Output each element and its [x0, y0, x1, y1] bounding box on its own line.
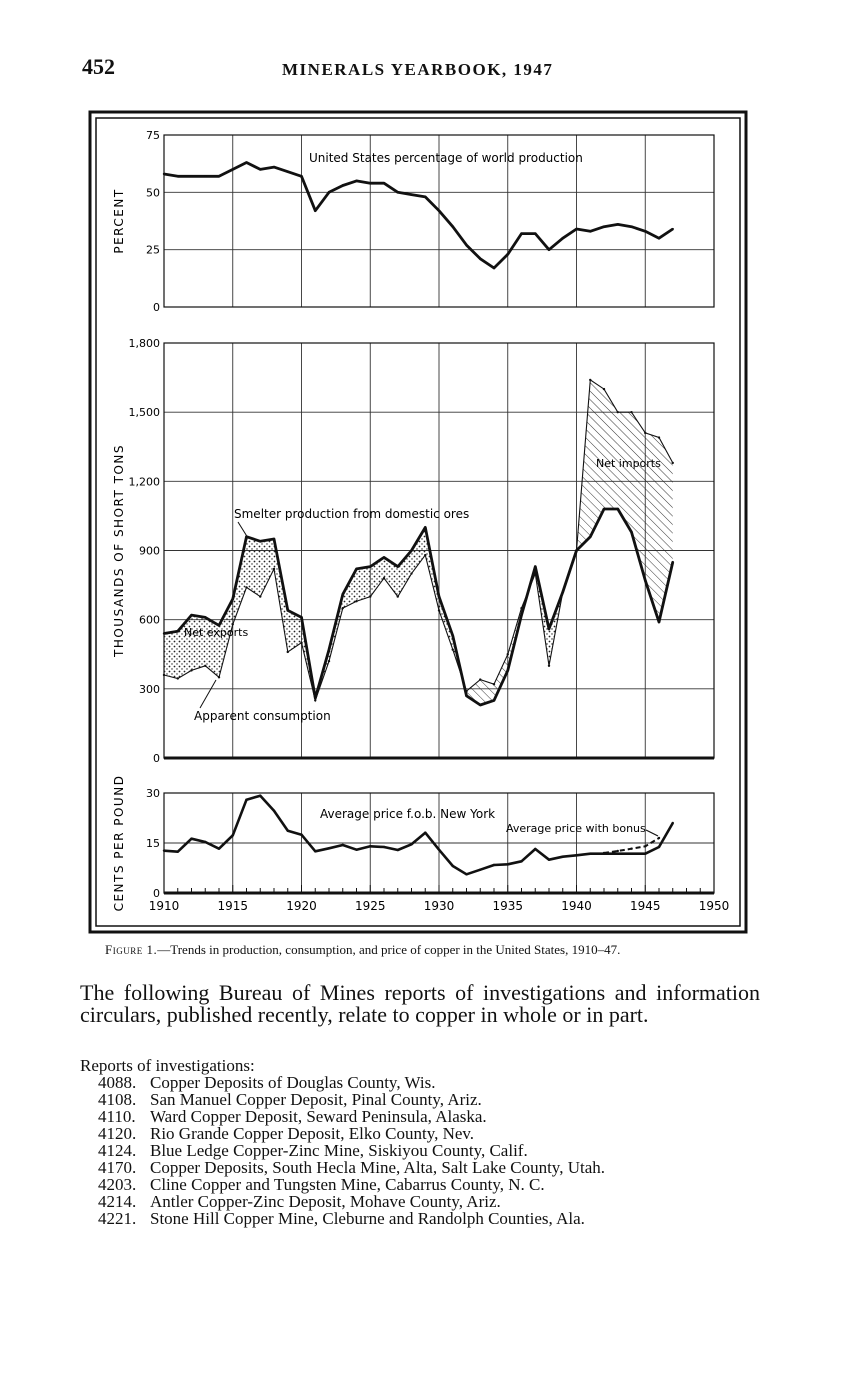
report-item — [98, 1159, 605, 1176]
data-point-apparent-consumption — [245, 586, 247, 588]
data-point-apparent-consumption — [438, 609, 440, 611]
data-point-smelter-production — [589, 535, 591, 537]
data-point-us-percentage — [617, 223, 619, 225]
tonnage-chart — [112, 337, 714, 765]
data-point-avg-price — [177, 850, 179, 852]
data-point-apparent-consumption — [355, 600, 357, 602]
data-point-avg-price — [630, 852, 632, 854]
data-point-smelter-production — [617, 508, 619, 510]
report-title: Copper Deposits, South Hecla Mine, Alta, Salt Lake County, Utah. — [150, 1158, 605, 1177]
annotation-net-imports: Net imports — [596, 457, 661, 470]
data-point-apparent-consumption — [575, 549, 577, 551]
y-tick-label: 15 — [146, 837, 160, 850]
data-point-us-percentage — [410, 193, 412, 195]
x-tick-label: 1910 — [148, 899, 180, 913]
report-item — [98, 1125, 605, 1142]
data-point-avg-price — [465, 873, 467, 875]
data-point-us-percentage — [534, 232, 536, 234]
report-title: Copper Deposits of Douglas County, Wis. — [150, 1073, 436, 1092]
y-tick-label: 30 — [146, 787, 160, 800]
data-point-apparent-consumption — [465, 690, 467, 692]
data-point-us-percentage — [218, 175, 220, 177]
data-point-apparent-consumption — [314, 699, 316, 701]
data-point-us-percentage — [438, 209, 440, 211]
data-point-smelter-production — [204, 616, 206, 618]
data-point-avg-price — [355, 848, 357, 850]
series-line-smelter-production — [164, 509, 673, 705]
data-point-smelter-production — [259, 540, 261, 542]
data-point-us-percentage — [328, 191, 330, 193]
data-point-avg-price — [562, 855, 564, 857]
data-point-avg-price — [520, 860, 522, 862]
data-point-us-percentage — [589, 230, 591, 232]
leader-arrow-production — [238, 522, 248, 538]
data-point-smelter-production — [287, 609, 289, 611]
price-chart — [112, 775, 729, 913]
data-point-smelter-production — [232, 598, 234, 600]
net-exports-area — [247, 537, 261, 597]
data-point-us-percentage — [603, 226, 605, 228]
data-point-smelter-production — [369, 565, 371, 567]
report-number: 4221. — [98, 1209, 137, 1228]
x-tick-label: 1945 — [629, 899, 661, 913]
data-point-smelter-production — [314, 697, 316, 699]
data-point-us-percentage — [383, 182, 385, 184]
data-point-avg-price — [534, 848, 536, 850]
y-tick-label: 0 — [153, 887, 160, 900]
data-point-avg-price — [314, 850, 316, 852]
report-item — [98, 1210, 605, 1227]
report-title: Rio Grande Copper Deposit, Elko County, Nev. — [150, 1124, 475, 1143]
data-point-us-percentage — [493, 267, 495, 269]
data-point-us-percentage — [245, 161, 247, 163]
annotation-smelter-production: Smelter production from domestic ores — [234, 507, 470, 521]
y-tick-label: 75 — [146, 129, 160, 142]
data-point-price-with-bonus — [630, 847, 632, 849]
report-item — [98, 1176, 605, 1193]
data-point-smelter-production — [397, 565, 399, 567]
intro-paragraph: The following Bureau of Mines reports of investigations and information circulars, published recently, relate to copper in whole or in part. — [80, 980, 760, 1027]
data-point-apparent-consumption — [369, 595, 371, 597]
y-tick-label: 1,500 — [128, 406, 160, 420]
y-tick-label: 1,800 — [128, 337, 160, 350]
data-point-avg-price — [328, 847, 330, 849]
data-point-apparent-consumption — [410, 572, 412, 574]
report-number: 4214. — [98, 1192, 137, 1211]
data-point-avg-price — [438, 848, 440, 850]
data-point-avg-price — [397, 849, 399, 851]
data-point-us-percentage — [520, 232, 522, 234]
data-point-smelter-production — [548, 628, 550, 630]
report-title: Antler Copper-Zinc Deposit, Mohave County, Ariz. — [150, 1192, 501, 1211]
data-point-us-percentage — [190, 175, 192, 177]
net-imports-area — [604, 389, 618, 509]
report-number: 4110. — [98, 1107, 136, 1126]
data-point-avg-price — [342, 844, 344, 846]
figure-caption — [105, 942, 620, 958]
data-point-apparent-consumption — [300, 642, 302, 644]
data-point-us-percentage — [548, 248, 550, 250]
data-point-apparent-consumption — [424, 554, 426, 556]
data-point-apparent-consumption — [617, 411, 619, 413]
data-point-smelter-production — [520, 614, 522, 616]
data-point-smelter-production — [424, 526, 426, 528]
report-number: 4170. — [98, 1158, 137, 1177]
data-point-apparent-consumption — [383, 577, 385, 579]
report-item — [98, 1142, 605, 1159]
data-point-apparent-consumption — [328, 660, 330, 662]
data-point-us-percentage — [273, 166, 275, 168]
y-axis-label: THOUSANDS OF SHORT TONS — [112, 443, 126, 658]
data-point-smelter-production — [465, 695, 467, 697]
data-point-smelter-production — [479, 704, 481, 706]
y-axis-label: PERCENT — [112, 188, 126, 254]
data-point-us-percentage — [342, 184, 344, 186]
data-point-avg-price — [273, 809, 275, 811]
data-point-apparent-consumption — [287, 651, 289, 653]
data-point-smelter-production — [658, 621, 660, 623]
data-point-apparent-consumption — [520, 607, 522, 609]
data-point-apparent-consumption — [342, 607, 344, 609]
report-item — [98, 1091, 605, 1108]
data-point-price-with-bonus — [644, 845, 646, 847]
running-head: MINERALS YEARBOOK, 1947 — [282, 60, 554, 79]
data-point-apparent-consumption — [177, 677, 179, 679]
net-exports-area — [412, 527, 426, 573]
data-point-us-percentage — [300, 175, 302, 177]
data-point-avg-price — [287, 829, 289, 831]
data-point-us-percentage — [575, 228, 577, 230]
reports-list — [98, 1074, 605, 1227]
report-number: 4124. — [98, 1141, 137, 1160]
x-tick-label: 1925 — [354, 899, 386, 913]
report-number: 4203. — [98, 1175, 137, 1194]
data-point-avg-price — [204, 841, 206, 843]
y-tick-label: 25 — [146, 243, 160, 257]
data-point-smelter-production — [493, 699, 495, 701]
data-point-avg-price — [410, 843, 412, 845]
data-point-us-percentage — [644, 230, 646, 232]
data-point-us-percentage — [465, 244, 467, 246]
x-tick-label: 1920 — [286, 899, 317, 913]
report-title: Cline Copper and Tungsten Mine, Cabarrus County, N. C. — [150, 1175, 545, 1194]
data-point-avg-price — [300, 833, 302, 835]
report-item — [98, 1193, 605, 1210]
data-point-smelter-production — [644, 579, 646, 581]
data-point-smelter-production — [273, 538, 275, 540]
data-point-smelter-production — [328, 648, 330, 650]
data-point-price-with-bonus — [603, 852, 605, 854]
data-point-us-percentage — [232, 168, 234, 170]
data-point-apparent-consumption — [493, 683, 495, 685]
figure-caption-text: —Trends in production, consumption, and price of copper in the United States, 1910–47. — [157, 942, 621, 957]
data-point-us-percentage — [259, 168, 261, 170]
data-point-us-percentage — [424, 196, 426, 198]
data-point-avg-price — [589, 852, 591, 854]
data-point-apparent-consumption — [658, 436, 660, 438]
data-point-us-percentage — [630, 226, 632, 228]
data-point-avg-price — [493, 864, 495, 866]
y-tick-label: 1,200 — [128, 475, 160, 489]
data-point-us-percentage — [672, 228, 674, 230]
report-title: Stone Hill Copper Mine, Cleburne and Randolph Counties, Ala. — [150, 1209, 585, 1228]
data-point-avg-price — [232, 834, 234, 836]
data-point-avg-price — [424, 831, 426, 833]
data-point-avg-price — [383, 846, 385, 848]
data-point-avg-price — [548, 858, 550, 860]
data-point-smelter-production — [163, 632, 165, 634]
data-point-smelter-production — [410, 549, 412, 551]
data-point-avg-price — [218, 847, 220, 849]
data-point-smelter-production — [355, 568, 357, 570]
data-point-avg-price — [507, 863, 509, 865]
data-point-apparent-consumption — [507, 653, 509, 655]
x-tick-label: 1915 — [217, 899, 249, 913]
data-point-apparent-consumption — [204, 665, 206, 667]
data-point-avg-price — [479, 868, 481, 870]
data-point-apparent-consumption — [259, 595, 261, 597]
report-item — [98, 1108, 605, 1125]
x-tick-label: 1950 — [698, 899, 730, 913]
x-tick-label: 1930 — [423, 899, 455, 913]
leader-arrow-bonus — [646, 830, 658, 836]
report-title: Ward Copper Deposit, Seward Peninsula, Alaska. — [150, 1107, 487, 1126]
data-point-apparent-consumption — [644, 432, 646, 434]
data-point-smelter-production — [452, 635, 454, 637]
y-axis-label: CENTS PER POUND — [112, 774, 126, 912]
data-point-smelter-production — [438, 595, 440, 597]
report-title: San Manuel Copper Deposit, Pinal County, Ariz. — [150, 1090, 482, 1109]
y-tick-label: 600 — [139, 613, 160, 627]
data-point-us-percentage — [369, 182, 371, 184]
data-point-us-percentage — [314, 209, 316, 211]
figure-caption-label: Figure 1. — [105, 942, 158, 957]
data-point-avg-price — [672, 822, 674, 824]
x-tick-label: 1935 — [492, 899, 524, 913]
net-exports-area — [164, 631, 178, 678]
data-point-us-percentage — [397, 191, 399, 193]
page-number: 452 — [82, 54, 115, 79]
y-tick-label: 900 — [139, 544, 160, 558]
y-tick-label: 50 — [146, 186, 160, 200]
data-point-price-with-bonus — [658, 837, 660, 839]
copper-trends-figure — [88, 110, 748, 934]
data-point-us-percentage — [163, 173, 165, 175]
y-tick-label: 300 — [139, 682, 160, 696]
y-tick-label: 0 — [153, 301, 160, 314]
data-point-avg-price — [259, 794, 261, 796]
data-point-us-percentage — [479, 258, 481, 260]
data-point-apparent-consumption — [273, 568, 275, 570]
report-number: 4120. — [98, 1124, 137, 1143]
data-point-apparent-consumption — [534, 572, 536, 574]
data-point-apparent-consumption — [562, 591, 564, 593]
data-point-smelter-production — [603, 508, 605, 510]
data-point-avg-price — [369, 845, 371, 847]
series-line-us-percentage — [164, 163, 673, 269]
data-point-avg-price — [644, 852, 646, 854]
report-item — [98, 1074, 605, 1091]
data-point-us-percentage — [177, 175, 179, 177]
data-point-avg-price — [245, 798, 247, 800]
data-point-smelter-production — [190, 614, 192, 616]
data-point-smelter-production — [342, 593, 344, 595]
data-point-smelter-production — [534, 565, 536, 567]
data-point-avg-price — [575, 854, 577, 856]
annotation-avg-price: Average price f.o.b. New York — [320, 807, 496, 821]
net-exports-area — [260, 539, 274, 597]
data-point-apparent-consumption — [218, 676, 220, 678]
annotation-apparent-consumption: Apparent consumption — [194, 709, 331, 723]
data-point-avg-price — [658, 846, 660, 848]
data-point-smelter-production — [630, 531, 632, 533]
data-point-avg-price — [163, 849, 165, 851]
data-point-apparent-consumption — [397, 595, 399, 597]
data-point-apparent-consumption — [163, 674, 165, 676]
data-point-avg-price — [190, 837, 192, 839]
data-point-avg-price — [617, 852, 619, 854]
data-point-apparent-consumption — [589, 379, 591, 381]
annotation-us-percentage: United States percentage of world production — [309, 151, 583, 165]
y-tick-label: 0 — [153, 752, 160, 765]
data-point-smelter-production — [177, 630, 179, 632]
reports-heading: Reports of investigations: — [80, 1056, 255, 1075]
net-exports-area — [357, 567, 371, 602]
data-point-apparent-consumption — [630, 411, 632, 413]
data-point-smelter-production — [383, 556, 385, 558]
data-point-us-percentage — [452, 226, 454, 228]
annotation-net-exports: Net exports — [184, 626, 249, 639]
leader-arrow-consumption — [200, 680, 216, 708]
data-point-apparent-consumption — [672, 462, 674, 464]
data-point-us-percentage — [507, 253, 509, 255]
data-point-us-percentage — [658, 237, 660, 239]
report-number: 4088. — [98, 1073, 137, 1092]
data-point-us-percentage — [562, 237, 564, 239]
report-title: Blue Ledge Copper-Zinc Mine, Siskiyou County, Calif. — [150, 1141, 528, 1160]
data-point-smelter-production — [300, 616, 302, 618]
data-point-apparent-consumption — [548, 665, 550, 667]
report-number: 4108. — [98, 1090, 137, 1109]
data-point-smelter-production — [507, 669, 509, 671]
net-exports-area — [192, 615, 206, 670]
x-tick-label: 1940 — [561, 899, 592, 913]
data-point-apparent-consumption — [603, 388, 605, 390]
data-point-price-with-bonus — [617, 850, 619, 852]
data-point-smelter-production — [672, 561, 674, 563]
data-point-us-percentage — [355, 180, 357, 182]
data-point-apparent-consumption — [479, 678, 481, 680]
data-point-apparent-consumption — [190, 669, 192, 671]
data-point-apparent-consumption — [452, 648, 454, 650]
data-point-us-percentage — [204, 175, 206, 177]
data-point-avg-price — [452, 865, 454, 867]
annotation-avg-price-bonus: Average price with bonus — [506, 822, 646, 835]
data-point-us-percentage — [287, 170, 289, 172]
